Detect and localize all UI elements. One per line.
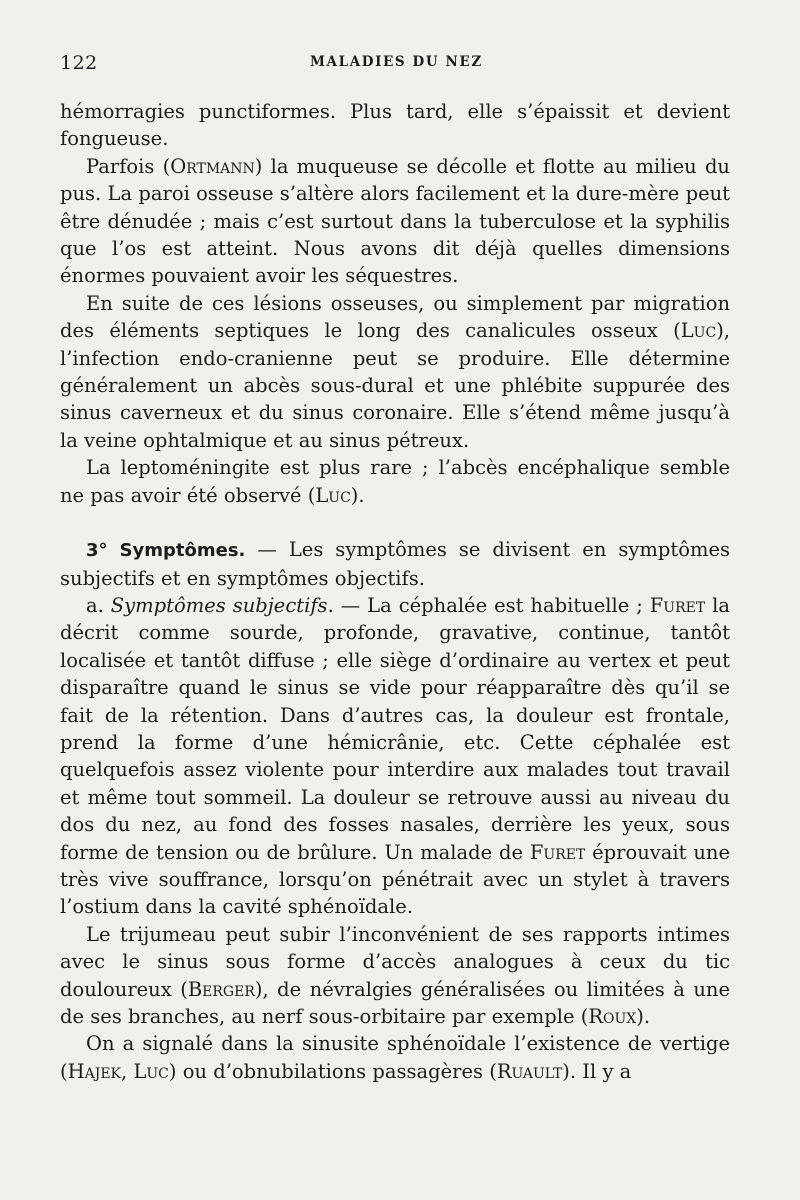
author-name: Ruault bbox=[496, 1059, 563, 1083]
paragraph bbox=[60, 921, 730, 1031]
text-run: ) ou d’obnubilations passagères ( bbox=[168, 1059, 497, 1083]
body-text bbox=[60, 98, 730, 1085]
subsection-title: Symptômes subjectifs bbox=[110, 593, 328, 617]
text-run: ), de névralgies généralisées ou limitées à une de ses branches, au nerf sous-orbitaire par exemple ( bbox=[60, 977, 730, 1028]
author-name: Roux bbox=[588, 1005, 637, 1028]
author-name: Luc bbox=[315, 483, 351, 507]
text-run: — Les symptômes se divisent en symptômes subjectifs et en symptômes objectifs. bbox=[60, 538, 730, 590]
paragraph bbox=[60, 592, 730, 921]
text-run: La leptoméningite est plus rare ; l’abcès encéphalique semble ne pas avoir été observé ( bbox=[60, 456, 730, 507]
author-name: Ortmann bbox=[170, 154, 255, 178]
text-run: éprouvait une très vive souffrance, lorsqu’on pénétrait avec un stylet à travers l’ostium dans la cavité sphénoïdale. bbox=[60, 840, 730, 919]
text-run: Parfois ( bbox=[86, 154, 171, 178]
page-header bbox=[60, 52, 730, 82]
author-name: Berger bbox=[187, 977, 255, 1001]
text-run: ). bbox=[350, 483, 365, 507]
text-run: ), l’infection endo-cranienne peut se produire. Elle détermine généralement un abcès sous-dural et une phlébite suppurée des sinus caverneux et du sinus coronaire. Elle s’étend même jusqu’à la veine ophtalmique et au sinus pétreux. bbox=[60, 319, 730, 452]
text-run: ) la muqueuse se décolle et flotte au milieu du pus. La paroi osseuse s’altère alors facilement et la dure-mère peut être dénudée ; mais c’est surtout dans la tuberculose et la syphilis que l’os est atteint. Nous avons dit déjà quelles dimensions énormes pouvaient avoir les séquestres. bbox=[60, 154, 730, 288]
text-run: ). bbox=[636, 1005, 651, 1028]
paragraph bbox=[60, 454, 730, 509]
author-name: Luc bbox=[680, 319, 717, 343]
paragraph bbox=[60, 153, 730, 290]
text-run: a. bbox=[86, 593, 111, 617]
text-run: ). Il y a bbox=[562, 1059, 632, 1083]
author-name: Furet bbox=[649, 593, 706, 617]
author-name: Luc bbox=[133, 1059, 169, 1083]
paragraph bbox=[60, 290, 730, 454]
text-run: . — La céphalée est habituelle ; bbox=[327, 593, 650, 617]
text-run: Le trijumeau peut subir l’inconvénient de ses rapports intimes avec le sinus sous forme d’accès analogues à ceux du tic douloureux ( bbox=[60, 922, 730, 1001]
text-run: , bbox=[121, 1059, 134, 1083]
paragraph bbox=[60, 1030, 730, 1085]
section-paragraph bbox=[60, 536, 730, 592]
page-number: 122 bbox=[60, 52, 98, 74]
text-run: On a signalé dans la sinusite sphénoïdale l’existence de vertige ( bbox=[60, 1032, 730, 1083]
text-run: hémorragies punctiformes. Plus tard, elle s’épaissit et devient fongueuse. bbox=[60, 100, 730, 151]
paragraph bbox=[60, 98, 730, 153]
author-name: Hajek bbox=[67, 1059, 122, 1083]
section-heading: 3° Symptômes. bbox=[86, 540, 246, 562]
text-run: la décrit comme sourde, profonde, gravative, continue, tantôt localisée et tantôt diffuse ; elle siège d’ordinaire au vertex et peut disparaître quand le sinus se vide pour réapparaître dès qu’il se fait de la rétention. Dans d’autres cas, la douleur est frontale, prend la forme d’une hémicrânie, etc. Cette céphalée est quelquefois assez violente pour interdire aux malades tout travail et même tout sommeil. La douleur se retrouve aussi au niveau du dos du nez, au fond des fosses nasales, derrière les yeux, sous forme de tension ou de brûlure. Un malade de bbox=[60, 593, 731, 864]
author-name: Furet bbox=[529, 840, 586, 864]
text-run: En suite de ces lésions osseuses, ou simplement par migration des éléments septiques le long des canalicules osseux ( bbox=[60, 291, 730, 343]
running-title: MALADIES DU NEZ bbox=[310, 54, 483, 70]
